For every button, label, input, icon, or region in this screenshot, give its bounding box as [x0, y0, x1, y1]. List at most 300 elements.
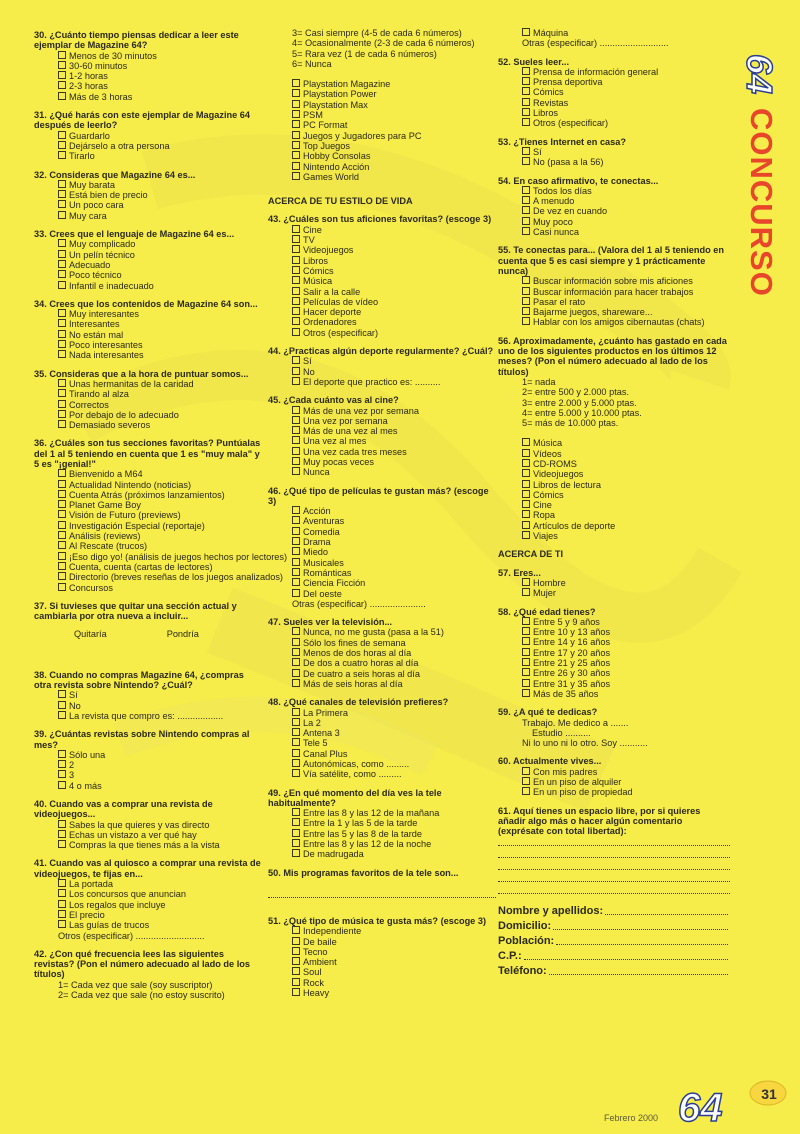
checkbox-option[interactable] — [498, 627, 730, 637]
checkbox-option[interactable] — [34, 760, 262, 770]
checkbox[interactable] — [58, 410, 66, 418]
checkbox-option[interactable] — [268, 627, 496, 637]
checkbox[interactable] — [522, 469, 530, 477]
checkbox-option[interactable] — [34, 900, 262, 910]
checkbox-option[interactable] — [498, 679, 730, 689]
checkbox[interactable] — [522, 118, 530, 126]
checkbox[interactable] — [292, 648, 300, 656]
comment-line[interactable] — [498, 872, 730, 882]
checkbox-option[interactable] — [34, 711, 262, 721]
checkbox-option[interactable] — [498, 578, 730, 588]
checkbox-option[interactable] — [34, 92, 262, 102]
checkbox-option[interactable] — [34, 420, 262, 430]
checkbox-option[interactable] — [268, 457, 496, 467]
checkbox-option[interactable] — [268, 926, 496, 936]
checkbox[interactable] — [292, 818, 300, 826]
checkbox-option[interactable] — [498, 77, 730, 87]
checkbox-option[interactable] — [268, 708, 496, 718]
field-input-line[interactable] — [549, 964, 728, 975]
other-specify[interactable]: Otras (especificar) ...................... — [292, 598, 426, 609]
checkbox[interactable] — [58, 910, 66, 918]
checkbox[interactable] — [522, 108, 530, 116]
checkbox-option[interactable] — [268, 937, 496, 947]
checkbox-option[interactable] — [34, 889, 262, 899]
checkbox[interactable] — [292, 225, 300, 233]
checkbox[interactable] — [58, 469, 66, 477]
checkbox-option[interactable] — [34, 480, 262, 490]
checkbox-option[interactable] — [498, 637, 730, 647]
checkbox[interactable] — [522, 521, 530, 529]
checkbox-option[interactable] — [498, 449, 730, 459]
checkbox[interactable] — [292, 839, 300, 847]
checkbox-option[interactable] — [268, 547, 496, 557]
checkbox[interactable] — [58, 61, 66, 69]
checkbox[interactable] — [522, 679, 530, 687]
checkbox[interactable] — [522, 67, 530, 75]
checkbox-option[interactable] — [268, 151, 496, 161]
checkbox[interactable] — [292, 589, 300, 597]
checkbox[interactable] — [522, 227, 530, 235]
checkbox[interactable] — [58, 711, 66, 719]
checkbox[interactable] — [58, 71, 66, 79]
checkbox-option[interactable] — [268, 578, 496, 588]
checkbox-option[interactable] — [268, 162, 496, 172]
checkbox[interactable] — [292, 627, 300, 635]
checkbox[interactable] — [292, 718, 300, 726]
checkbox-option[interactable] — [268, 738, 496, 748]
checkbox[interactable] — [292, 829, 300, 837]
checkbox-option[interactable] — [268, 648, 496, 658]
checkbox-option[interactable] — [268, 307, 496, 317]
checkbox-option[interactable] — [34, 51, 262, 61]
checkbox-option[interactable] — [268, 356, 496, 366]
checkbox-option[interactable] — [34, 690, 262, 700]
checkbox[interactable] — [292, 377, 300, 385]
checkbox[interactable] — [58, 180, 66, 188]
checkbox-option[interactable] — [498, 689, 730, 699]
checkbox-option[interactable] — [268, 266, 496, 276]
field-input-line[interactable] — [605, 904, 728, 915]
checkbox[interactable] — [58, 521, 66, 529]
checkbox[interactable] — [522, 480, 530, 488]
checkbox[interactable] — [292, 669, 300, 677]
other-specify[interactable]: Otras (especificar) ........................... — [522, 38, 669, 49]
checkbox[interactable] — [292, 759, 300, 767]
contact-field[interactable] — [498, 904, 730, 919]
checkbox-option[interactable] — [34, 830, 262, 840]
checkbox-option[interactable] — [34, 379, 262, 389]
checkbox[interactable] — [58, 490, 66, 498]
checkbox[interactable] — [292, 100, 300, 108]
checkbox-option[interactable] — [34, 469, 262, 479]
checkbox[interactable] — [58, 190, 66, 198]
checkbox[interactable] — [292, 328, 300, 336]
checkbox-option[interactable] — [498, 67, 730, 77]
checkbox-option[interactable] — [34, 781, 262, 791]
contact-field[interactable] — [498, 949, 730, 964]
checkbox-option[interactable] — [34, 701, 262, 711]
checkbox-option[interactable] — [498, 28, 730, 38]
checkbox-option[interactable] — [498, 617, 730, 627]
checkbox-option[interactable] — [268, 276, 496, 286]
checkbox[interactable] — [58, 81, 66, 89]
checkbox[interactable] — [292, 769, 300, 777]
checkbox-option[interactable] — [268, 131, 496, 141]
checkbox-option[interactable] — [268, 225, 496, 235]
checkbox[interactable] — [522, 689, 530, 697]
checkbox[interactable] — [58, 690, 66, 698]
checkbox-option[interactable] — [34, 840, 262, 850]
checkbox-option[interactable] — [34, 270, 262, 280]
checkbox[interactable] — [522, 77, 530, 85]
checkbox[interactable] — [58, 151, 66, 159]
checkbox[interactable] — [522, 449, 530, 457]
checkbox[interactable] — [58, 510, 66, 518]
checkbox[interactable] — [292, 162, 300, 170]
checkbox[interactable] — [292, 436, 300, 444]
checkbox-option[interactable] — [268, 718, 496, 728]
checkbox[interactable] — [58, 141, 66, 149]
checkbox[interactable] — [58, 92, 66, 100]
checkbox[interactable] — [292, 506, 300, 514]
checkbox-option[interactable] — [268, 172, 496, 182]
checkbox[interactable] — [522, 531, 530, 539]
checkbox-option[interactable] — [34, 350, 262, 360]
comment-line[interactable] — [498, 884, 730, 894]
checkbox[interactable] — [58, 389, 66, 397]
checkbox-option[interactable] — [268, 658, 496, 668]
checkbox[interactable] — [58, 260, 66, 268]
checkbox-option[interactable] — [34, 920, 262, 930]
checkbox-option[interactable] — [34, 81, 262, 91]
checkbox[interactable] — [58, 781, 66, 789]
checkbox[interactable] — [522, 307, 530, 315]
checkbox[interactable] — [58, 211, 66, 219]
checkbox-option[interactable] — [34, 820, 262, 830]
checkbox[interactable] — [292, 658, 300, 666]
checkbox[interactable] — [58, 480, 66, 488]
checkbox[interactable] — [58, 340, 66, 348]
checkbox[interactable] — [522, 787, 530, 795]
checkbox[interactable] — [292, 317, 300, 325]
checkbox[interactable] — [58, 309, 66, 317]
checkbox[interactable] — [58, 572, 66, 580]
checkbox[interactable] — [58, 879, 66, 887]
checkbox[interactable] — [58, 562, 66, 570]
checkbox[interactable] — [292, 131, 300, 139]
checkbox-option[interactable] — [34, 319, 262, 329]
checkbox[interactable] — [58, 51, 66, 59]
checkbox[interactable] — [292, 287, 300, 295]
checkbox-option[interactable] — [34, 151, 262, 161]
checkbox[interactable] — [58, 840, 66, 848]
checkbox-option[interactable] — [498, 276, 730, 286]
checkbox[interactable] — [58, 889, 66, 897]
checkbox[interactable] — [292, 467, 300, 475]
checkbox-option[interactable] — [268, 728, 496, 738]
checkbox[interactable] — [522, 297, 530, 305]
checkbox[interactable] — [522, 98, 530, 106]
checkbox[interactable] — [522, 510, 530, 518]
checkbox[interactable] — [292, 978, 300, 986]
checkbox-option[interactable] — [498, 500, 730, 510]
checkbox[interactable] — [58, 330, 66, 338]
checkbox-option[interactable] — [498, 510, 730, 520]
checkbox-option[interactable] — [34, 239, 262, 249]
checkbox[interactable] — [522, 777, 530, 785]
checkbox[interactable] — [292, 679, 300, 687]
checkbox-option[interactable] — [268, 406, 496, 416]
checkbox[interactable] — [292, 367, 300, 375]
checkbox-option[interactable] — [498, 459, 730, 469]
checkbox-option[interactable] — [498, 317, 730, 327]
answer-line[interactable] — [268, 888, 496, 898]
checkbox[interactable] — [58, 900, 66, 908]
checkbox-option[interactable] — [498, 206, 730, 216]
checkbox[interactable] — [522, 578, 530, 586]
checkbox-option[interactable] — [498, 438, 730, 448]
checkbox[interactable] — [292, 708, 300, 716]
checkbox[interactable] — [292, 967, 300, 975]
checkbox[interactable] — [58, 131, 66, 139]
checkbox-option[interactable] — [34, 490, 262, 500]
contact-field[interactable] — [498, 934, 730, 949]
checkbox-option[interactable] — [34, 330, 262, 340]
contact-field[interactable] — [498, 964, 730, 979]
checkbox[interactable] — [522, 648, 530, 656]
comment-line[interactable] — [498, 860, 730, 870]
checkbox[interactable] — [522, 217, 530, 225]
checkbox-option[interactable] — [498, 480, 730, 490]
checkbox[interactable] — [522, 438, 530, 446]
checkbox[interactable] — [292, 849, 300, 857]
checkbox[interactable] — [522, 588, 530, 596]
checkbox-option[interactable] — [498, 217, 730, 227]
checkbox-option[interactable] — [268, 527, 496, 537]
checkbox[interactable] — [292, 537, 300, 545]
checkbox[interactable] — [292, 356, 300, 364]
checkbox-option[interactable] — [268, 759, 496, 769]
checkbox[interactable] — [58, 770, 66, 778]
checkbox-option[interactable] — [34, 750, 262, 760]
other-specify[interactable]: Otros (especificar) ........................... — [58, 930, 205, 941]
checkbox[interactable] — [58, 200, 66, 208]
checkbox[interactable] — [292, 416, 300, 424]
checkbox-option[interactable] — [268, 120, 496, 130]
checkbox-option[interactable] — [34, 770, 262, 780]
checkbox[interactable] — [292, 151, 300, 159]
checkbox[interactable] — [58, 250, 66, 258]
checkbox-option[interactable] — [498, 648, 730, 658]
checkbox[interactable] — [292, 957, 300, 965]
checkbox[interactable] — [58, 820, 66, 828]
checkbox[interactable] — [522, 147, 530, 155]
checkbox-option[interactable] — [34, 61, 262, 71]
checkbox[interactable] — [58, 400, 66, 408]
occupation-line[interactable]: Estudio .......... — [532, 727, 591, 738]
checkbox-option[interactable] — [34, 879, 262, 889]
checkbox[interactable] — [58, 750, 66, 758]
checkbox-option[interactable] — [498, 469, 730, 479]
checkbox-option[interactable] — [34, 250, 262, 260]
checkbox-option[interactable] — [34, 400, 262, 410]
checkbox[interactable] — [292, 120, 300, 128]
checkbox[interactable] — [292, 926, 300, 934]
checkbox-option[interactable] — [34, 510, 262, 520]
checkbox-option[interactable] — [268, 988, 496, 998]
checkbox[interactable] — [522, 459, 530, 467]
comment-line[interactable] — [498, 848, 730, 858]
field-input-line[interactable] — [553, 919, 728, 930]
checkbox-option[interactable] — [268, 79, 496, 89]
checkbox-option[interactable] — [498, 777, 730, 787]
checkbox[interactable] — [522, 627, 530, 635]
checkbox[interactable] — [292, 172, 300, 180]
checkbox-option[interactable] — [268, 256, 496, 266]
checkbox[interactable] — [522, 490, 530, 498]
field-input-line[interactable] — [524, 949, 728, 960]
checkbox[interactable] — [292, 307, 300, 315]
checkbox-option[interactable] — [498, 658, 730, 668]
checkbox[interactable] — [292, 256, 300, 264]
checkbox-option[interactable] — [268, 110, 496, 120]
checkbox[interactable] — [292, 527, 300, 535]
checkbox-option[interactable] — [34, 190, 262, 200]
checkbox-option[interactable] — [268, 638, 496, 648]
checkbox-option[interactable] — [268, 829, 496, 839]
checkbox[interactable] — [522, 317, 530, 325]
checkbox-option[interactable] — [34, 410, 262, 420]
checkbox-option[interactable] — [34, 583, 262, 593]
checkbox[interactable] — [292, 235, 300, 243]
checkbox-option[interactable] — [34, 572, 283, 583]
checkbox[interactable] — [522, 617, 530, 625]
comment-line[interactable] — [498, 836, 730, 846]
checkbox-option[interactable] — [34, 309, 262, 319]
checkbox-option[interactable] — [498, 98, 730, 108]
checkbox-option[interactable] — [498, 521, 730, 531]
checkbox-option[interactable] — [268, 377, 496, 387]
checkbox[interactable] — [58, 319, 66, 327]
checkbox-option[interactable] — [268, 978, 496, 988]
checkbox[interactable] — [58, 583, 66, 591]
contact-field[interactable] — [498, 919, 730, 934]
checkbox[interactable] — [58, 531, 66, 539]
checkbox[interactable] — [58, 270, 66, 278]
checkbox-option[interactable] — [268, 957, 496, 967]
checkbox-option[interactable] — [268, 367, 496, 377]
checkbox[interactable] — [292, 447, 300, 455]
checkbox-option[interactable] — [268, 558, 496, 568]
checkbox-option[interactable] — [268, 506, 496, 516]
checkbox-option[interactable] — [34, 260, 262, 270]
checkbox-option[interactable] — [268, 447, 496, 457]
checkbox[interactable] — [522, 668, 530, 676]
checkbox-option[interactable] — [34, 281, 262, 291]
checkbox[interactable] — [292, 276, 300, 284]
checkbox-option[interactable] — [34, 562, 262, 572]
checkbox[interactable] — [292, 728, 300, 736]
checkbox[interactable] — [292, 406, 300, 414]
occupation-line[interactable]: Ni lo uno ni lo otro. Soy ........... — [522, 738, 648, 749]
checkbox-option[interactable] — [268, 568, 496, 578]
checkbox-option[interactable] — [498, 87, 730, 97]
checkbox-option[interactable] — [34, 180, 262, 190]
checkbox[interactable] — [292, 426, 300, 434]
checkbox[interactable] — [292, 89, 300, 97]
checkbox-option[interactable] — [498, 196, 730, 206]
checkbox-option[interactable] — [268, 679, 496, 689]
checkbox-option[interactable] — [498, 108, 730, 118]
checkbox-option[interactable] — [34, 500, 262, 510]
checkbox-option[interactable] — [268, 839, 496, 849]
checkbox-option[interactable] — [268, 516, 496, 526]
checkbox[interactable] — [522, 500, 530, 508]
occupation-line[interactable]: Trabajo. Me dedico a ....... — [522, 717, 629, 728]
checkbox-option[interactable] — [498, 787, 730, 797]
checkbox-option[interactable] — [498, 588, 730, 598]
checkbox[interactable] — [292, 457, 300, 465]
checkbox-option[interactable] — [268, 589, 496, 599]
checkbox[interactable] — [292, 749, 300, 757]
checkbox-option[interactable] — [498, 307, 730, 317]
checkbox-option[interactable] — [268, 287, 496, 297]
checkbox-option[interactable] — [34, 131, 262, 141]
checkbox-option[interactable] — [268, 141, 496, 151]
checkbox-option[interactable] — [498, 227, 730, 237]
checkbox-option[interactable] — [268, 245, 496, 255]
checkbox-option[interactable] — [498, 531, 730, 541]
checkbox-option[interactable] — [268, 669, 496, 679]
field-input-line[interactable] — [556, 934, 728, 945]
checkbox[interactable] — [522, 206, 530, 214]
checkbox-option[interactable] — [34, 71, 262, 81]
checkbox-option[interactable] — [268, 849, 496, 859]
checkbox-option[interactable] — [34, 531, 262, 541]
checkbox[interactable] — [58, 701, 66, 709]
checkbox[interactable] — [292, 297, 300, 305]
checkbox[interactable] — [522, 658, 530, 666]
checkbox-option[interactable] — [34, 551, 288, 562]
checkbox-option[interactable] — [268, 537, 496, 547]
checkbox-option[interactable] — [498, 297, 730, 307]
checkbox-option[interactable] — [268, 416, 496, 426]
checkbox-option[interactable] — [34, 541, 262, 551]
checkbox[interactable] — [58, 350, 66, 358]
checkbox-option[interactable] — [34, 211, 262, 221]
checkbox[interactable] — [58, 760, 66, 768]
checkbox[interactable] — [292, 738, 300, 746]
checkbox-option[interactable] — [498, 157, 730, 167]
checkbox[interactable] — [58, 281, 66, 289]
checkbox[interactable] — [58, 541, 66, 549]
checkbox[interactable] — [58, 420, 66, 428]
checkbox[interactable] — [292, 79, 300, 87]
checkbox-option[interactable] — [268, 769, 496, 779]
checkbox-option[interactable] — [268, 89, 496, 99]
checkbox[interactable] — [522, 28, 530, 36]
checkbox-option[interactable] — [498, 668, 730, 678]
checkbox[interactable] — [58, 500, 66, 508]
checkbox-option[interactable] — [34, 141, 262, 151]
checkbox[interactable] — [292, 245, 300, 253]
checkbox[interactable] — [292, 988, 300, 996]
checkbox[interactable] — [292, 110, 300, 118]
checkbox-option[interactable] — [34, 340, 262, 350]
checkbox-option[interactable] — [498, 767, 730, 777]
checkbox-option[interactable] — [268, 818, 496, 828]
checkbox[interactable] — [522, 767, 530, 775]
